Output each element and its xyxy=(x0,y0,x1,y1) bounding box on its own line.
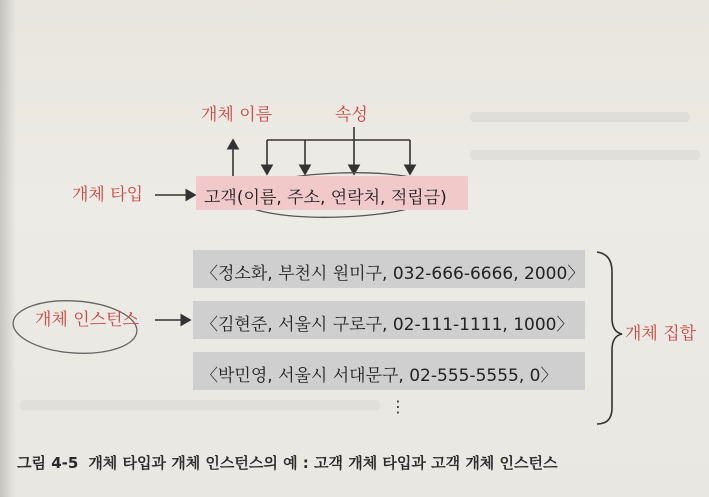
attribute-label: 속성 xyxy=(335,105,368,125)
figure-number: 그림 4-5 xyxy=(17,454,79,472)
instance-row: 〈정소화, 부천시 원미구, 032-666-6666, 2000〉 xyxy=(201,264,585,284)
entity-set-label: 개체 집합 xyxy=(625,324,697,344)
entity-instance-label: 개체 인스턴스 xyxy=(35,310,139,330)
entity-name-label: 개체 이름 xyxy=(201,105,273,125)
figure-caption-text: 개체 타입과 개체 인스턴스의 예 : 고객 개체 타입과 고객 개체 인스턴스 xyxy=(88,454,558,472)
instance-row: 〈박민영, 서울시 서대문구, 02-555-5555, 0〉 xyxy=(201,366,558,386)
instance-row: 〈김현준, 서울시 구로구, 02-111-1111, 1000〉 xyxy=(201,315,574,335)
entity-type-label: 개체 타입 xyxy=(72,185,144,205)
figure-caption xyxy=(17,452,557,473)
more-instances-ellipsis: ⋮ xyxy=(390,397,406,416)
entity-type-value: 고객(이름, 주소, 연락처, 적립금) xyxy=(204,188,447,208)
entity-set-brace xyxy=(597,252,622,424)
